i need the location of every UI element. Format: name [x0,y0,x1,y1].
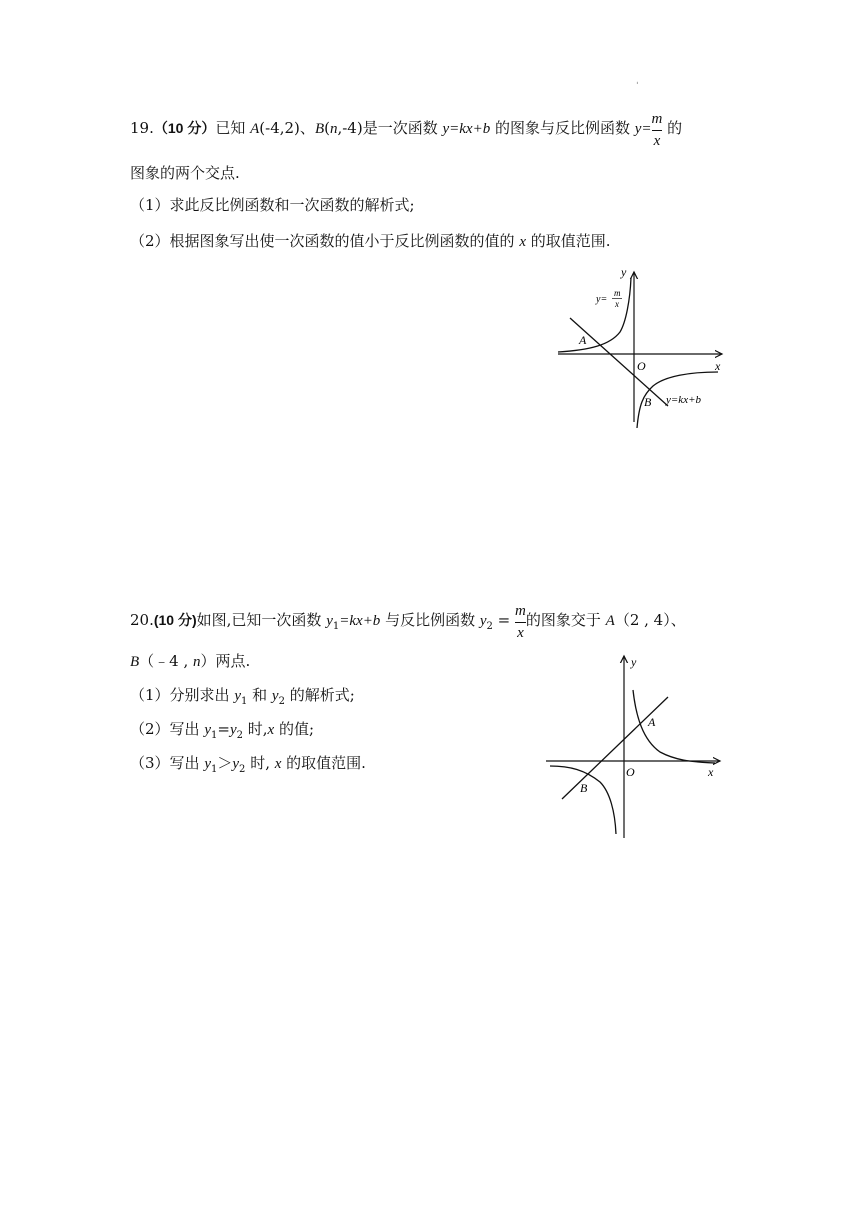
q20-part3-x: x [274,756,282,772]
q20-eq: = [492,611,516,629]
q19-text-2: 是一次函数 [362,119,443,137]
q20-part2-y2: y [229,722,237,738]
q19-frac-den: x [652,130,663,149]
q19-frac-num: m [651,111,663,127]
q20-hyperbola-right [633,690,715,763]
q19-part1: （1）求此反比例函数和一次函数的解析式; [130,196,415,214]
q19-score: （10 分） [153,120,216,136]
q20-number: 20. [130,611,154,629]
q20-fig-y-label: y [631,655,637,669]
q19-fraction [652,112,663,149]
q20-figure [540,652,730,842]
q19-fig-point-b: B [644,395,652,409]
q20-text-3: 的图象交于 [525,611,606,629]
q19-fig-curve-num: m [614,288,621,298]
q20-score: (10 分) [153,612,197,628]
q20-part3-gt: ＞ [217,754,233,772]
q20-text-2: 与反比例函数 [380,611,480,629]
q19-a-coord: (-4,2) [259,119,300,137]
q19-part2-post: 的取值范围. [526,232,611,250]
q20-y2-sub: 2 [486,621,493,632]
q20-b-coord-post: ）两点. [200,652,251,670]
q19-point-a: A [250,121,260,137]
q19-figure [550,260,740,430]
q20-text-1: 如图,已知一次函数 [196,611,327,629]
q20-part3-end: 的取值范围. [281,754,366,772]
q20-fig-point-b: B [580,781,588,795]
q19-fig-origin: O [637,359,646,373]
q20-fraction [515,604,526,641]
q20-part3-y2: y [232,756,240,772]
q19-linear-func: y=kx+b [442,121,491,137]
q20-part1-mid: 和 [247,686,272,704]
q20-part3 [130,752,366,775]
q19-text-4: 的 [662,119,683,137]
q19-fig-curve-label: y= [596,294,608,305]
q19-point-b: B [314,121,325,137]
stray-mark: ˈ [636,82,639,92]
q20-part2-end: 的值; [274,720,315,738]
q20-part3-s1: 1 [210,764,218,775]
q20-y1: y [326,613,333,629]
q19-fig-curve-den: x [615,299,619,309]
q19-b-open: ( [324,119,330,137]
q20-line [562,697,668,799]
q19-fig-line-label: y=kx+b [666,394,701,406]
q20-part3-pre: （3）写出 [130,754,205,772]
q20-part1-post: 的解析式; [284,686,355,704]
q19-fig-x-label: x [715,359,721,373]
q20-part2 [130,718,314,741]
q19-text-3: 的图象与反比例函数 [490,119,635,137]
q20-part1-s1: 1 [240,696,248,707]
q19-number: 19. [130,119,154,137]
q20-part1-y2: y [271,688,279,704]
q19-line [570,318,668,406]
q20-point-a: A [605,613,615,629]
q20-y1-sub: 1 [332,621,340,632]
q20-n: n [193,654,201,670]
q19-b-rest: ,-4) [337,119,363,137]
q19-fig-point-a: A [579,333,587,347]
q19-part2-x: x [519,234,526,250]
q20-part2-y1: y [204,722,211,738]
q20-linear: =kx+b [339,613,381,629]
q20-part1-s2: 2 [278,696,285,707]
q20-a-coord: （2 , 4）、 [614,611,686,629]
q20-line2 [130,650,250,671]
q19-n: n [329,121,338,137]
q20-hyperbola-left [550,766,616,834]
q20-fig-x-label: x [708,765,714,779]
q20-part2-s2: 2 [236,730,243,741]
q19-sep: 、 [299,119,315,137]
q20-y2: y [479,613,487,629]
q20-frac-den: x [515,622,526,641]
q19-line1 [130,112,682,152]
q20-part1 [130,684,355,707]
q20-point-b: B [130,654,140,670]
q20-fig-point-a: A [648,715,656,729]
q20-part3-y1: y [204,756,211,772]
q19-line2: 图象的两个交点. [130,164,240,182]
q20-part3-post: 时, [245,754,275,772]
q20-line1 [130,604,686,644]
q20-part2-eq: = [217,720,230,738]
q20-part3-s2: 2 [239,764,246,775]
q20-b-coord-pre: （﹣4 , [139,652,194,670]
q19-fig-y-label: y [621,265,627,279]
q20-part2-x: x [267,722,275,738]
q19-text-1: 已知 [215,119,251,137]
q19-y-eq: y= [634,121,652,137]
q20-part1-pre: （1）分别求出 [130,686,235,704]
q19-part2-pre: （2）根据图象写出使一次函数的值小于反比例函数的值的 [130,232,520,250]
q20-part1-y1: y [234,688,241,704]
q19-part2 [130,230,611,251]
q20-frac-num: m [515,603,526,619]
q20-part2-s1: 1 [210,730,218,741]
q20-fig-origin: O [626,765,635,779]
q20-part2-pre: （2）写出 [130,720,205,738]
q20-part2-post: 时, [242,720,268,738]
